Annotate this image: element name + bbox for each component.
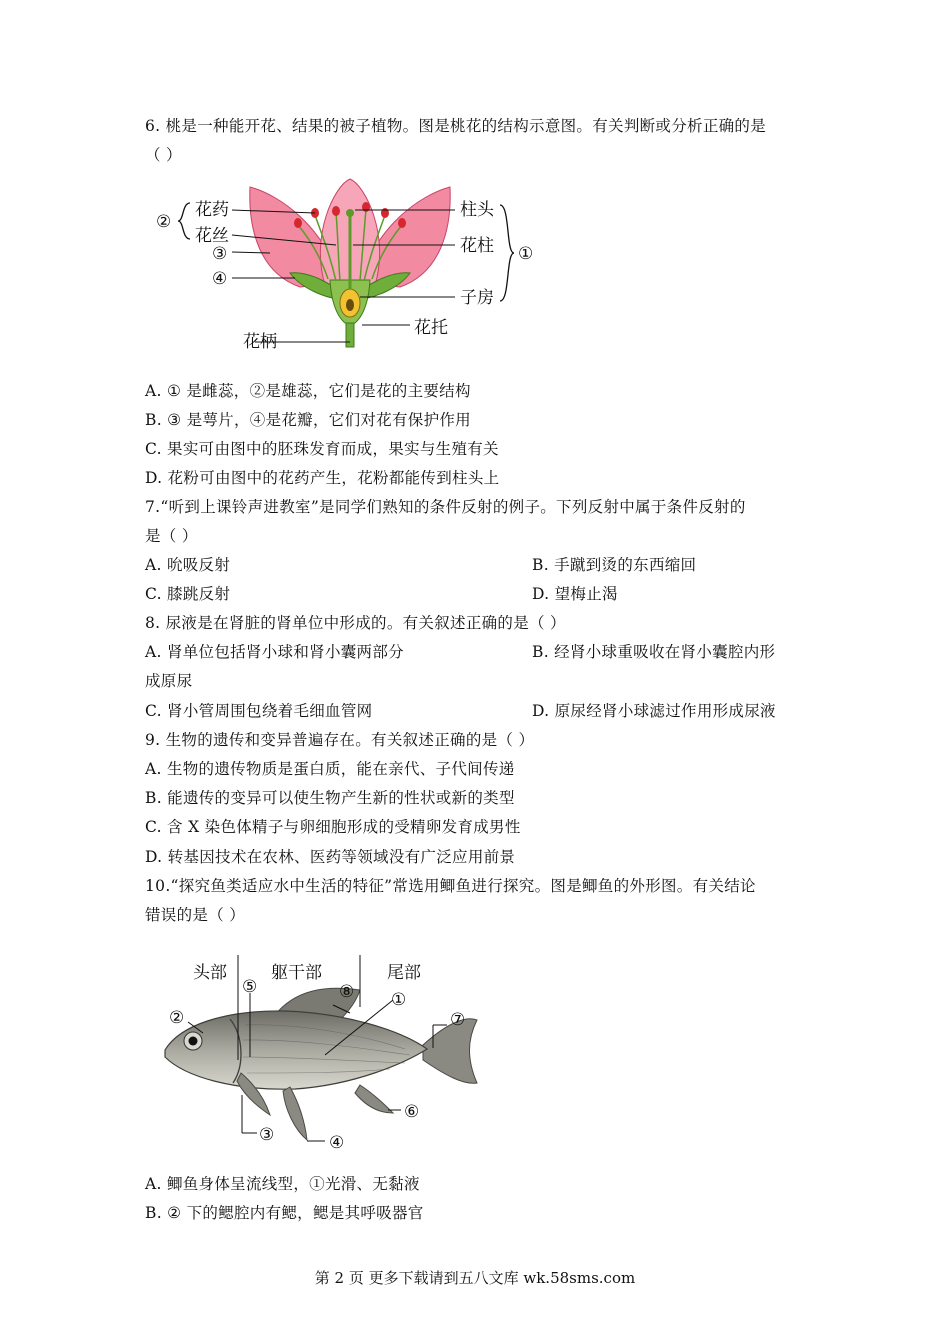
label-n2: ② (169, 1008, 185, 1028)
anal-fin (355, 1085, 393, 1113)
q10-stem-line1: 10.“探究鱼类适应水中生活的特征”常选用鲫鱼进行探究。图是鲫鱼的外形图。有关结论 (145, 877, 756, 895)
q8-option-d: D. 原尿经肾小球滤过作用形成尿液 (532, 702, 776, 720)
q7-option-c: C. 膝跳反射 (145, 585, 231, 603)
label-n1: ① (391, 990, 407, 1010)
q7-option-a: A. 吮吸反射 (145, 556, 231, 574)
q6-option-d: D. 花粉可由图中的花药产生，花粉都能传到柱头上 (145, 469, 500, 487)
label-n3: ③ (259, 1125, 275, 1145)
label-pedicel: 花柄 (243, 332, 277, 352)
label-num1: ① (518, 244, 534, 264)
q6-option-c: C. 果实可由图中的胚珠发育而成，果实与生殖有关 (145, 440, 499, 458)
label-stigma: 柱头 (460, 200, 494, 220)
q6-stem-line2: （ ） (145, 146, 182, 164)
q7-option-b: B. 手蹴到烫的东西缩回 (532, 556, 697, 574)
q10-option-b: B. ② 下的鳃腔内有鳃，鳃是其呼吸器官 (145, 1204, 424, 1222)
q10-option-a: A. 鲫鱼身体呈流线型，①光滑、无黏液 (145, 1175, 420, 1193)
label-n6: ⑥ (404, 1102, 420, 1122)
q9-option-d: D. 转基因技术在农林、医药等领域没有广泛应用前景 (145, 848, 516, 866)
label-style: 花柱 (460, 236, 494, 256)
pelvic-fin (283, 1087, 307, 1140)
q6-option-a: A. ① 是雌蕊，②是雄蕊，它们是花的主要结构 (145, 382, 471, 400)
label-anther: 花药 (195, 200, 229, 220)
q6-stem-line1: 6. 桃是一种能开花、结果的被子植物。图是桃花的结构示意图。有关判断或分析正确的是 (145, 117, 767, 135)
page-footer: 第 2 页 更多下载请到五八文库 wk.58sms.com (314, 1269, 636, 1287)
q8-option-b: B. 经肾小球重吸收在肾小囊腔内形 (532, 643, 776, 661)
label-num3: ③ (212, 244, 228, 264)
peach-flower-diagram (150, 175, 550, 355)
label-n7: ⑦ (450, 1010, 466, 1030)
fish-body (165, 1011, 427, 1089)
label-n5: ⑤ (242, 977, 258, 997)
q8-option-c: C. 肾小管周围包绕着毛细血管网 (145, 702, 373, 720)
q9-option-c: C. 含 X 染色体精子与卵细胞形成的受精卵发育成男性 (145, 818, 521, 836)
q7-stem-line1: 7.“听到上课铃声进教室”是同学们熟知的条件反射的例子。下列反射中属于条件反射的 (145, 498, 746, 516)
label-n8: ⑧ (339, 982, 355, 1002)
q8-stem: 8. 尿液是在肾脏的肾单位中形成的。有关叙述正确的是（ ） (145, 614, 566, 632)
label-num4: ④ (212, 269, 228, 289)
q8-option-b-cont: 成原尿 (145, 672, 193, 690)
q9-stem: 9. 生物的遗传和变异普遍存在。有关叙述正确的是（ ） (145, 731, 535, 749)
q7-stem-line2: 是（ ） (145, 527, 198, 545)
label-n4: ④ (329, 1133, 345, 1153)
label-ovary: 子房 (460, 288, 494, 308)
q9-option-b: B. 能遗传的变异可以使生物产生新的性状或新的类型 (145, 789, 515, 807)
label-tail: 尾部 (387, 963, 421, 983)
crucian-carp-diagram (155, 945, 495, 1155)
q6-option-b: B. ③ 是萼片，④是花瓣，它们对花有保护作用 (145, 411, 471, 429)
q7-option-d: D. 望梅止渴 (532, 585, 618, 603)
pedicel-shape (346, 323, 354, 347)
ovule-shape (346, 299, 354, 311)
q9-option-a: A. 生物的遗传物质是蛋白质，能在亲代、子代间传递 (145, 760, 515, 778)
label-head: 头部 (193, 963, 227, 983)
label-trunk: 躯干部 (271, 963, 322, 983)
q8-option-a: A. 肾单位包括肾小球和肾小囊两部分 (145, 643, 404, 661)
label-receptacle: 花托 (414, 318, 448, 338)
label-filament: 花丝 (195, 226, 229, 246)
label-num2: ② (156, 212, 172, 232)
q10-stem-line2: 错误的是（ ） (145, 906, 246, 924)
